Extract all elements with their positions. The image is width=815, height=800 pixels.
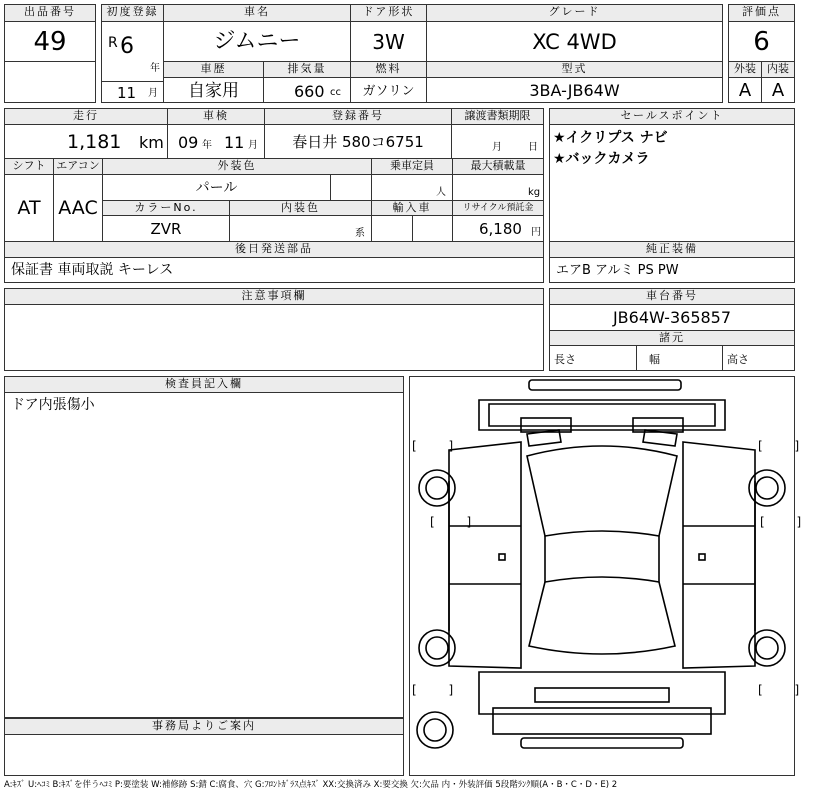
plate: 春日井 580コ6751 xyxy=(292,133,424,151)
transfer-month-unit: 月 xyxy=(492,142,502,153)
caution-label: 注意事項欄 xyxy=(4,288,544,305)
bracket-front-right: [ ] xyxy=(758,439,814,453)
rear-plate xyxy=(535,688,669,702)
later-parts: 保証書 車両取説 キーレス xyxy=(11,262,174,278)
shift-box xyxy=(4,174,54,242)
mileage-label: 走行 xyxy=(4,108,168,125)
spec-length: 長さ xyxy=(554,353,576,366)
interior-box xyxy=(761,77,795,103)
plate-box xyxy=(264,124,452,159)
rear-step xyxy=(521,738,683,748)
sales-line-1: ★イクリプス ナビ xyxy=(553,130,668,146)
displacement-label: 排気量 xyxy=(263,61,351,78)
recycle: 6,180 xyxy=(479,220,522,238)
ext-color-label: 外装色 xyxy=(102,158,372,175)
payload-unit: kg xyxy=(528,187,541,198)
first-reg-box xyxy=(101,21,164,82)
exterior-label: 外装 xyxy=(728,61,762,78)
sales-label: セールスポイント xyxy=(549,108,795,125)
spec-length-box xyxy=(549,345,637,371)
displacement-box xyxy=(263,77,351,103)
office-label: 事務局よりご案内 xyxy=(4,718,404,735)
spare-wheel-inner xyxy=(424,719,446,741)
first-reg-label: 初度登録 xyxy=(101,4,164,22)
spare-wheel xyxy=(417,712,453,748)
spec-height: 高さ xyxy=(727,353,749,366)
inspector-note: ドア内張傷小 xyxy=(11,397,95,413)
ext-color: パール xyxy=(195,180,238,196)
import-box-2 xyxy=(412,215,453,242)
inspection-label: 車検 xyxy=(167,108,265,125)
roof-panel xyxy=(545,536,659,582)
car-name-box xyxy=(163,21,351,62)
inspector-label: 検査員記入欄 xyxy=(4,376,404,393)
insp-year: 09 xyxy=(178,133,199,152)
sales-box xyxy=(549,124,795,242)
wheel-front-right-inner xyxy=(756,477,778,499)
wheel-rear-left-inner xyxy=(426,637,448,659)
capacity-unit: 人 xyxy=(436,187,446,198)
yen-unit: 円 xyxy=(531,227,541,238)
lot-no: 49 xyxy=(33,27,67,57)
lot-no-blank xyxy=(4,61,96,103)
color-no: ZVR xyxy=(150,220,182,238)
left-side xyxy=(449,442,521,668)
hood-inner xyxy=(489,404,715,426)
exterior-box xyxy=(728,77,762,103)
wheel-front-left-inner xyxy=(426,477,448,499)
fuel-label: 燃料 xyxy=(350,61,427,78)
import-box xyxy=(371,215,413,242)
car-name-label: 車名 xyxy=(163,4,351,22)
spec-height-box xyxy=(722,345,795,371)
rear-glass xyxy=(529,582,675,654)
insp-year-unit: 年 xyxy=(202,140,212,151)
history-label: 車歴 xyxy=(163,61,264,78)
int-color-box xyxy=(229,215,372,242)
right-side xyxy=(683,442,755,668)
capacity-box xyxy=(371,174,453,201)
spec-width-box xyxy=(636,345,723,371)
color-no-label: カラーNo. xyxy=(102,200,230,216)
car-diagram xyxy=(409,376,795,776)
insp-month: 11 xyxy=(224,133,245,152)
lot-no-box xyxy=(4,21,96,62)
era-year: 6 xyxy=(120,34,134,59)
door-box xyxy=(350,21,427,62)
capacity-label: 乗車定員 xyxy=(371,158,453,175)
grade-box xyxy=(426,21,723,62)
transfer-day-unit: 日 xyxy=(528,142,538,153)
equipment-label: 純正装備 xyxy=(549,241,795,258)
equipment: エアB アルミ PS PW xyxy=(556,263,679,278)
payload-box xyxy=(452,174,544,201)
model-box xyxy=(426,77,723,103)
spec-width: 幅 xyxy=(649,353,660,366)
fuel-box xyxy=(350,77,427,103)
transfer-label: 譲渡書類期限 xyxy=(451,108,544,125)
wheel-rear-right-inner xyxy=(756,637,778,659)
inspection-box xyxy=(167,124,265,159)
import-label: 輸入車 xyxy=(371,200,453,216)
exterior-grade: A xyxy=(738,80,752,101)
specs-label: 諸元 xyxy=(549,330,795,346)
shift-label: シフト xyxy=(4,158,54,175)
shift: AT xyxy=(17,197,41,219)
sales-line-2: ★バックカメラ xyxy=(553,151,650,167)
plate-label: 登録番号 xyxy=(264,108,452,125)
score-label: 評価点 xyxy=(728,4,795,22)
ext-color-blank xyxy=(330,174,372,201)
chassis-label: 車台番号 xyxy=(549,288,795,305)
recycle-box xyxy=(452,215,544,242)
mileage: 1,181 xyxy=(67,131,122,153)
legend: A:ｷｽﾞ U:ﾍｺﾐ B:ｷｽﾞを伴うﾍｺﾐ P:要塗装 W:補修跡 S:錆 C:腐食、穴 G:ﾌﾛﾝﾄｶﾞﾗｽ点ｷｽﾞ XX:交換済み X:要交換 欠:欠品 内・外装評価 5段階ﾗﾝｸ順(A・B・C・D・E) 2 xyxy=(4,780,618,790)
left-handle xyxy=(499,554,505,560)
door-label: ドア形状 xyxy=(350,4,427,22)
era-letter: R xyxy=(108,35,118,51)
later-parts-label: 後日発送部品 xyxy=(4,241,544,258)
transfer-box xyxy=(451,124,544,159)
month-unit: 月 xyxy=(148,88,158,99)
int-color-unit: 系 xyxy=(355,228,365,239)
score-box xyxy=(728,21,795,62)
chassis-number: JB64W-365857 xyxy=(612,308,732,327)
insp-month-unit: 月 xyxy=(248,140,258,151)
payload-label: 最大積載量 xyxy=(452,158,544,175)
history-box xyxy=(163,77,264,103)
model-label: 型式 xyxy=(426,61,723,78)
ext-color-box xyxy=(102,174,331,201)
chassis-box xyxy=(549,304,795,331)
displacement: 660 xyxy=(294,82,325,101)
ac-box xyxy=(53,174,103,242)
km-unit: km xyxy=(139,133,164,152)
history: 自家用 xyxy=(188,81,239,101)
month-box xyxy=(101,81,164,103)
interior-grade: A xyxy=(771,80,785,101)
int-color-label: 内装色 xyxy=(229,200,372,216)
bracket-mid-right: [ ] xyxy=(760,515,815,529)
bracket-rear-right: [ ] xyxy=(758,683,814,697)
office-box xyxy=(4,734,404,776)
windshield xyxy=(527,446,677,536)
car-name: ジムニー xyxy=(213,29,301,54)
fuel: ガソリン xyxy=(362,84,415,99)
bracket-front-left: [ ] xyxy=(412,439,468,453)
ac: AAC xyxy=(58,197,98,219)
recycle-label: リサイクル預託金 xyxy=(452,200,544,216)
caution-box xyxy=(4,304,544,371)
model: 3BA-JB64W xyxy=(529,81,620,100)
bracket-rear-left: [ ] xyxy=(412,683,468,697)
month: 11 xyxy=(117,84,137,102)
equipment-box xyxy=(549,257,795,283)
lot-no-label: 出品番号 xyxy=(4,4,96,22)
rear-bumper xyxy=(493,708,711,734)
grade: XC 4WD xyxy=(532,30,617,54)
mileage-box xyxy=(4,124,168,159)
color-no-box xyxy=(102,215,230,242)
score: 6 xyxy=(753,27,770,57)
interior-label: 内装 xyxy=(761,61,795,78)
year-unit: 年 xyxy=(150,63,160,74)
door: 3W xyxy=(372,30,405,54)
bracket-mid-left: [ ] xyxy=(430,515,486,529)
roof-bar xyxy=(529,380,681,390)
inspector-box xyxy=(4,392,404,718)
cc-unit: cc xyxy=(330,87,341,98)
later-parts-box xyxy=(4,257,544,283)
ac-label: エアコン xyxy=(53,158,103,175)
right-handle xyxy=(699,554,705,560)
grade-label: グレード xyxy=(426,4,723,22)
